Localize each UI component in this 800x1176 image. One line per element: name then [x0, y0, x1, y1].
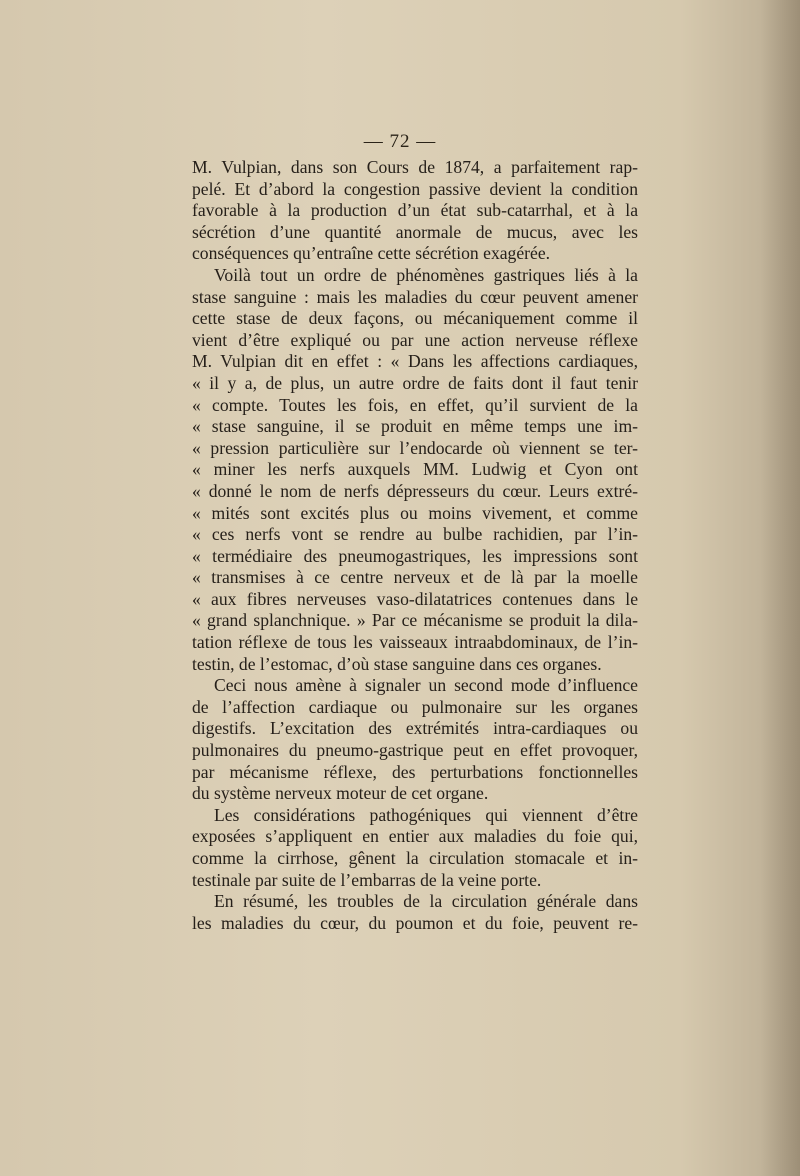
text-line: Voilà tout un ordre de phénomènes gastriques liés à la	[214, 264, 638, 285]
text-line: par mécanisme réflexe, des perturbations fonctionnelles	[192, 761, 638, 782]
text-line: tation réflexe de tous les vaisseaux intraabdominaux, de l’in-	[192, 632, 638, 653]
text-line: comme la cirrhose, gênent la circulation stomacale et in-	[192, 848, 638, 868]
text-line: testinale par suite de l’embarras de la veine porte.	[192, 869, 542, 890]
text-line: « termédiaire des pneumogastriques, les impressions sont	[192, 545, 638, 566]
text-line: « donné le nom de nerfs dépresseurs du cœur. Leurs extré-	[192, 480, 638, 501]
text-line: M. Vulpian, dans son Cours de 1874, a parfaitement rap-	[192, 157, 638, 177]
text-line: du système nerveux moteur de cet organe.	[192, 783, 489, 804]
text-line: « il y a, de plus, un autre ordre de faits dont il faut tenir	[192, 372, 638, 393]
text-line: stase sanguine : mais les maladies du cœur peuvent amener	[192, 286, 638, 307]
text-line: « compte. Toutes les fois, en effet, qu’il survient de la	[192, 394, 638, 415]
text-line: « transmises à ce centre nerveux et de là par la moelle	[192, 567, 638, 588]
text-line: « miner les nerfs auxquels MM. Ludwig et Cyon ont	[192, 459, 638, 480]
text-line: conséquences qu’entraîne cette sécrétion exagérée.	[192, 243, 551, 264]
text-line: digestifs. L’excitation des extrémités intra-cardiaques ou	[192, 718, 638, 739]
text-line: « mités sont excités plus ou moins vivement, et comme	[192, 502, 638, 523]
text-line: favorable à la production d’un état sub-catarrhal, et à la	[192, 200, 638, 221]
text-line: testin, de l’estomac, d’où stase sanguine dans ces organes.	[192, 653, 602, 674]
text-line: « grand splanchnique. » Par ce mécanisme se produit la dila-	[192, 610, 638, 631]
text-line: sécrétion d’une quantité anormale de mucus, avec les	[192, 221, 638, 242]
text-line: « stase sanguine, il se produit en même temps une im-	[192, 416, 638, 437]
text-line: « aux fibres nerveuses vaso-dilatatrices contenues dans le	[192, 588, 638, 609]
text-line: « ces nerfs vont se rendre au bulbe rachidien, par l’in-	[192, 524, 638, 545]
body-text	[192, 157, 638, 934]
text-line: pelé. Et d’abord la congestion passive devient la condition	[192, 178, 638, 199]
text-line: les maladies du cœur, du poumon et du foie, peuvent re-	[192, 912, 638, 933]
text-line: « pression particulière sur l’endocarde où viennent se ter-	[192, 437, 638, 458]
page-edge-shadow	[760, 0, 800, 1176]
text-line: M. Vulpian dit en effet : « Dans les affections cardiaques,	[192, 351, 638, 372]
text-line: En résumé, les troubles de la circulation générale dans	[214, 891, 638, 912]
text-line: cette stase de deux façons, ou mécaniquement comme il	[192, 308, 638, 329]
text-line: pulmonaires du pneumo-gastrique peut en effet provoquer,	[192, 740, 638, 761]
text-line: exposées s’appliquent en entier aux maladies du foie qui,	[192, 826, 638, 847]
text-line: vient d’être expliqué ou par une action nerveuse réflexe	[192, 329, 638, 350]
text-line: Les considérations pathogéniques qui viennent d’être	[214, 804, 638, 825]
text-line: Ceci nous amène à signaler un second mode d’influence	[214, 675, 638, 696]
page-number: — 72 —	[363, 131, 437, 152]
text-line: de l’affection cardiaque ou pulmonaire sur les organes	[192, 696, 638, 717]
